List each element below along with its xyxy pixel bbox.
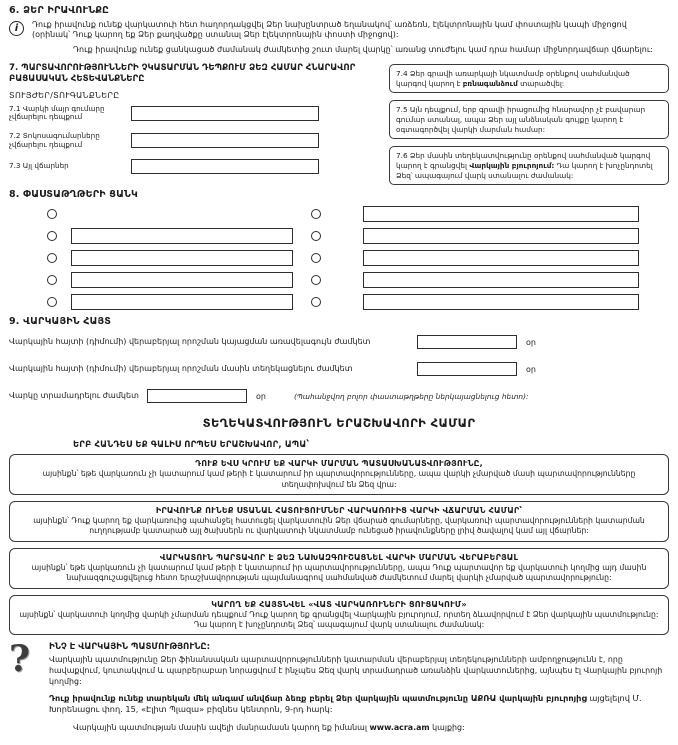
section7-title: 7. ՊԱՐՏԱՎՈՐՈՒԹՅՈՒՆՆԵՐԻ ՉԿԱՏԱՐՄԱՆ ԴԵՊՔՈՒՄ ՁԵԶ ՀԱՄԱՐ ՀՆԱՐԱՎՈՐ ԲԱՑԱՍԱԿԱՆ ՀԵՏԵՎԱՆՔՆԵՐԸ [9, 63, 356, 84]
decision-max-term-input[interactable] [417, 335, 517, 349]
document-radio[interactable] [47, 275, 57, 285]
penalties-fines-label: ՏՈՒՅԺԵՐ/ՏՈՒԳԱՆՔՆԵՐԸ [9, 90, 120, 100]
guarantor-box-title: ԴՈՒՔ ԵՎՍ ԿՐՈՒՄ ԵՔ ՎԱՐԿԻ ՄԱՐՄԱՆ ՊԱՏԱՍԽԱՆԱՏՎՈՒԹՅՈՒՆԸ, [195, 459, 483, 469]
note-7-6-bold: Վարկային բյուրոյում: [469, 160, 555, 170]
document-grid [9, 206, 669, 310]
document-name-input[interactable] [363, 250, 639, 266]
document-radio[interactable] [311, 209, 321, 219]
decision-notice-term-row [9, 362, 669, 376]
note-7-6-tail: Դա կարող է խոչընդոտել Ձեզ՝ ապագայում վարկ ստանալու ժամանակ: [396, 160, 653, 180]
document-row-5 [9, 294, 669, 310]
credit-history-title: ԻՆՉ Է ՎԱՐԿԱՅԻՆ ՊԱՏՄՈՒԹՅՈՒՆԸ: [49, 642, 211, 653]
document-name-input[interactable] [71, 250, 293, 266]
document-radio[interactable] [47, 297, 57, 307]
credit-history-normal: այցելելով Մ. Խորենացու փող. 15, «Էլիտ Պլազա» բիզնես կենտրոն, 9-րդ հարկ: [49, 693, 642, 715]
document-row-1 [9, 206, 669, 222]
section-document-list [9, 189, 669, 310]
penalty-principal-label: 7.1 Վարկի մայր գումարը չվճարելու դեպքում [9, 103, 105, 122]
guarantor-box-responsibility [9, 454, 669, 495]
credit-history-body: Վարկային պատմությունը Ձեր ֆինանսական պարտավորությունների կատարման վերաբերյալ տեղեկությունների ամբողջությունն է, որը հավաքվում, կուտակվում և պարբերաբար նորացվում է ինչպես Ձեզ վարկ տրամադրած առանձին վարկատուներից, այնպես էլ Վարկային բյուրոյի կողմից: [49, 655, 663, 686]
info-icon-glyph: i [14, 23, 19, 34]
penalty-other-label: 7.3 Այլ վճարներ [9, 161, 69, 171]
section-negative-consequences [9, 63, 669, 185]
guarantor-box-body: այսինքն՝ եթե վարկառուն չի կատարում կամ թերի է կատարում իր պարտավորությունները, ապա Դուք պարտավոր եք վարկատուի կողմից այդ մասին նախազգուշացվելուց հետո երաշխավորության պայմանագրով սահմանված ժամկետում մարել վարկի չմարված պարտավորությունը: [31, 562, 647, 583]
document-radio[interactable] [311, 275, 321, 285]
section-your-right [9, 5, 669, 55]
question-mark-icon [9, 638, 39, 715]
footer-text: Վարկային պատմության մասին ավելի մանրամասն կարող եք իմանալ [73, 723, 370, 733]
loan-provision-note: (Պահանջվող բոլոր փաստաթղթերը ներկայացնելուց հետո): [293, 391, 529, 401]
note-7-4-bold: բռնագանձում [462, 78, 518, 88]
section-loan-application [9, 316, 669, 403]
document-name-input[interactable] [363, 272, 639, 288]
guarantor-box-warning [9, 548, 669, 589]
credit-history-bold: Դուք իրավունք ունեք տարեկան մեկ անգամ անվճար ձեռք բերել Ձեր վարկային պատմությունը ԱՔՌԱ վարկային բյուրոյից [49, 693, 587, 704]
penalty-principal-input[interactable] [131, 106, 319, 121]
document-row-3 [9, 250, 669, 266]
decision-max-term-label: Վարկային հայտի (դիմումի) վերաբերյալ որոշման կայացման առավելագույն ժամկետ [9, 337, 371, 347]
loan-provision-term-row [9, 389, 669, 403]
section9-title: 9. ՎԱՐԿԱՅԻՆ ՀԱՅՏ [9, 316, 112, 328]
document-name-input[interactable] [71, 294, 293, 310]
guarantor-box-blacklist [9, 595, 669, 636]
document-radio[interactable] [47, 231, 57, 241]
document-name-input[interactable] [71, 272, 293, 288]
guarantor-box-body: այսինքն՝ վարկատուի կողմից վարկի չմարման դեպքում Դուք կարող եք գրանցվել Վարկային բյուրոյում, որտեղ ձևավորվում է Ձեր վարկային պատմությունը: Դա կարող է խոչընդոտել Ձեզ՝ ապագայում վարկ ստանալու ժամանակ: [19, 609, 659, 629]
document-row-4 [9, 272, 669, 288]
document-name-input[interactable] [71, 228, 293, 244]
note-7-4-text: 7.4 Ձեր գրավի առարկայի նկատմամբ օրենքով սահմանված կարգով կարող է [396, 69, 630, 88]
guarantor-box-body: այսինքն՝ եթե վարկառուն չի կատարում կամ թերի է կատարում իր պարտավորությունները, ապա վարկի չմարված մասի պարտավորությունները տեղափոխվում են Ձեզ վրա: [42, 469, 636, 489]
document-radio[interactable] [47, 209, 57, 219]
section6-paragraph-2: Դուք իրավունք ունեք ցանկացած ժամանակ ժամկետից շուտ մարել վարկը՝ առանց տուժելու կամ դրա համար միջնորդավճար վճարելու: [73, 44, 653, 54]
guarantor-intro: ԵՐԲ ՀԱՆԴԵՍ ԵՔ ԳԱԼԻՍ ՈՐՊԵՍ ԵՐԱՇԽԱՎՈՐ, ԱՊԱ՝ [73, 439, 310, 450]
note-7-4-tail: տարածվել: [517, 78, 565, 88]
penalty-interest-input[interactable] [131, 133, 319, 148]
info-icon [9, 21, 24, 36]
note-7-5: 7.5 Այն դեպքում, երբ գրավի իրացումից հնարավոր չէ բավարար գումար ստանալ, ապա Ձեր այլ անձնական գույքը կարող է օգտագործվել վարկի մարման համար: [389, 100, 669, 139]
loan-provision-term-label: Վարկը տրամադրելու ժամկետ [9, 391, 139, 401]
days-unit-label: օր [526, 337, 536, 347]
document-radio[interactable] [311, 253, 321, 263]
penalty-row-interest [9, 132, 377, 149]
document-name-input[interactable] [363, 294, 639, 310]
days-unit-label: օր [256, 391, 266, 401]
guarantor-heading: ՏԵՂԵԿԱՏՎՈՒԹՅՈՒՆ ԵՐԱՇԽԱՎՈՐԻ ՀԱՄԱՐ [202, 416, 476, 431]
document-row-2 [9, 228, 669, 244]
guarantor-box-compensation [9, 501, 669, 542]
acra-website-link: www.acra.am [369, 723, 430, 733]
section8-title: 8. ՓԱՍՏԱԹՂԹԵՐԻ ՑԱՆԿ [9, 189, 138, 201]
document-name-input[interactable] [363, 206, 639, 222]
credit-history-section [9, 638, 669, 715]
penalty-other-input[interactable] [131, 159, 319, 174]
guarantor-box-body: այսինքն՝ Դուք կարող եք վարկառուից պահանջել հատուցել վարկատուին Ձեր վճարած գումարները, վարկառուի պարտավորությունների կատարման ուղղությամբ կատարած այլ ծախսերն ու վարկատուի նկատմամբ ունեցած իրավունքները լրիվ ծավալով կամ այլ վճարներ: [33, 515, 645, 536]
penalty-row-other [9, 159, 377, 174]
days-unit-label: օր [526, 364, 536, 374]
guarantor-box-title: ՎԱՐԿԱՏՈՒՆ ՊԱՐՏԱՎՈՐ Է ՁԵԶ ՆԱԽԱԶԳՈՒՇԱՑՆԵԼ ՎԱՐԿԻ ՄԱՐՄԱՆ ՎԵՐԱԲԵՐՅԱԼ [159, 552, 519, 562]
document-radio[interactable] [311, 231, 321, 241]
section6-title: 6. ՁԵՐ ԻՐԱՎՈՒՆՔԸ [9, 5, 110, 16]
document-radio[interactable] [311, 297, 321, 307]
guarantor-box-title: ԿԱՐՈՂ ԵՔ ՀԱՅՏՆՎԵԼ «ՎԱՏ ՎԱՐԿԱՌՈՒՆԵՐԻ ՑՈՒՑԱԿՈՒՄ» [211, 599, 467, 609]
decision-notice-term-input[interactable] [417, 362, 517, 376]
footer-tail: կայքից: [429, 723, 465, 733]
decision-notice-term-label: Վարկային հայտի (դիմումի) վերաբերյալ որոշման մասին տեղեկացնելու ժամկետ [9, 364, 353, 374]
section6-paragraph-1: Դուք իրավունք ունեք վարկատուի հետ հաղորդակցվել Ձեր նախընտրած եղանակով՝ առձեռն, էլեկտրոնային կամ փոստային կապի միջոցով (օրինակ՝ Դուք կարող եք Ձեր քաղվածքը ստանալ Ձեր էլեկտրոնային փոստի միջոցով): [32, 20, 627, 40]
footer-note [73, 723, 669, 732]
note-7-6-text: 7.6 Ձեր մասին տեղեկատվությունը օրենքով սահմանված կարգով կարող է գրանցվել [396, 151, 651, 170]
document-radio[interactable] [47, 253, 57, 263]
penalty-interest-label: 7.2 Տոկոսագումարները չվճարելու դեպքում [9, 130, 100, 149]
document-name-input[interactable] [363, 228, 639, 244]
note-7-6 [389, 146, 669, 185]
loan-provision-term-input[interactable] [147, 389, 247, 403]
decision-max-term-row [9, 335, 669, 349]
guarantor-box-title: ԻՐԱՎՈՒՆՔ ՈՒՆԵՔ ՍՏԱՆԱԼ ՀԱՏՈՒՑՈՒՄՆԵՐ ՎԱՐԿԱՌՈՒԻՑ ՎԱՐԿԻ ՎՃԱՐՄԱՆ ՀԱՄԱՐ՝ [155, 505, 523, 515]
credit-history-highlight [49, 693, 669, 715]
note-7-4 [389, 64, 669, 93]
penalty-row-principal [9, 105, 377, 122]
question-mark-glyph: ? [9, 638, 31, 681]
